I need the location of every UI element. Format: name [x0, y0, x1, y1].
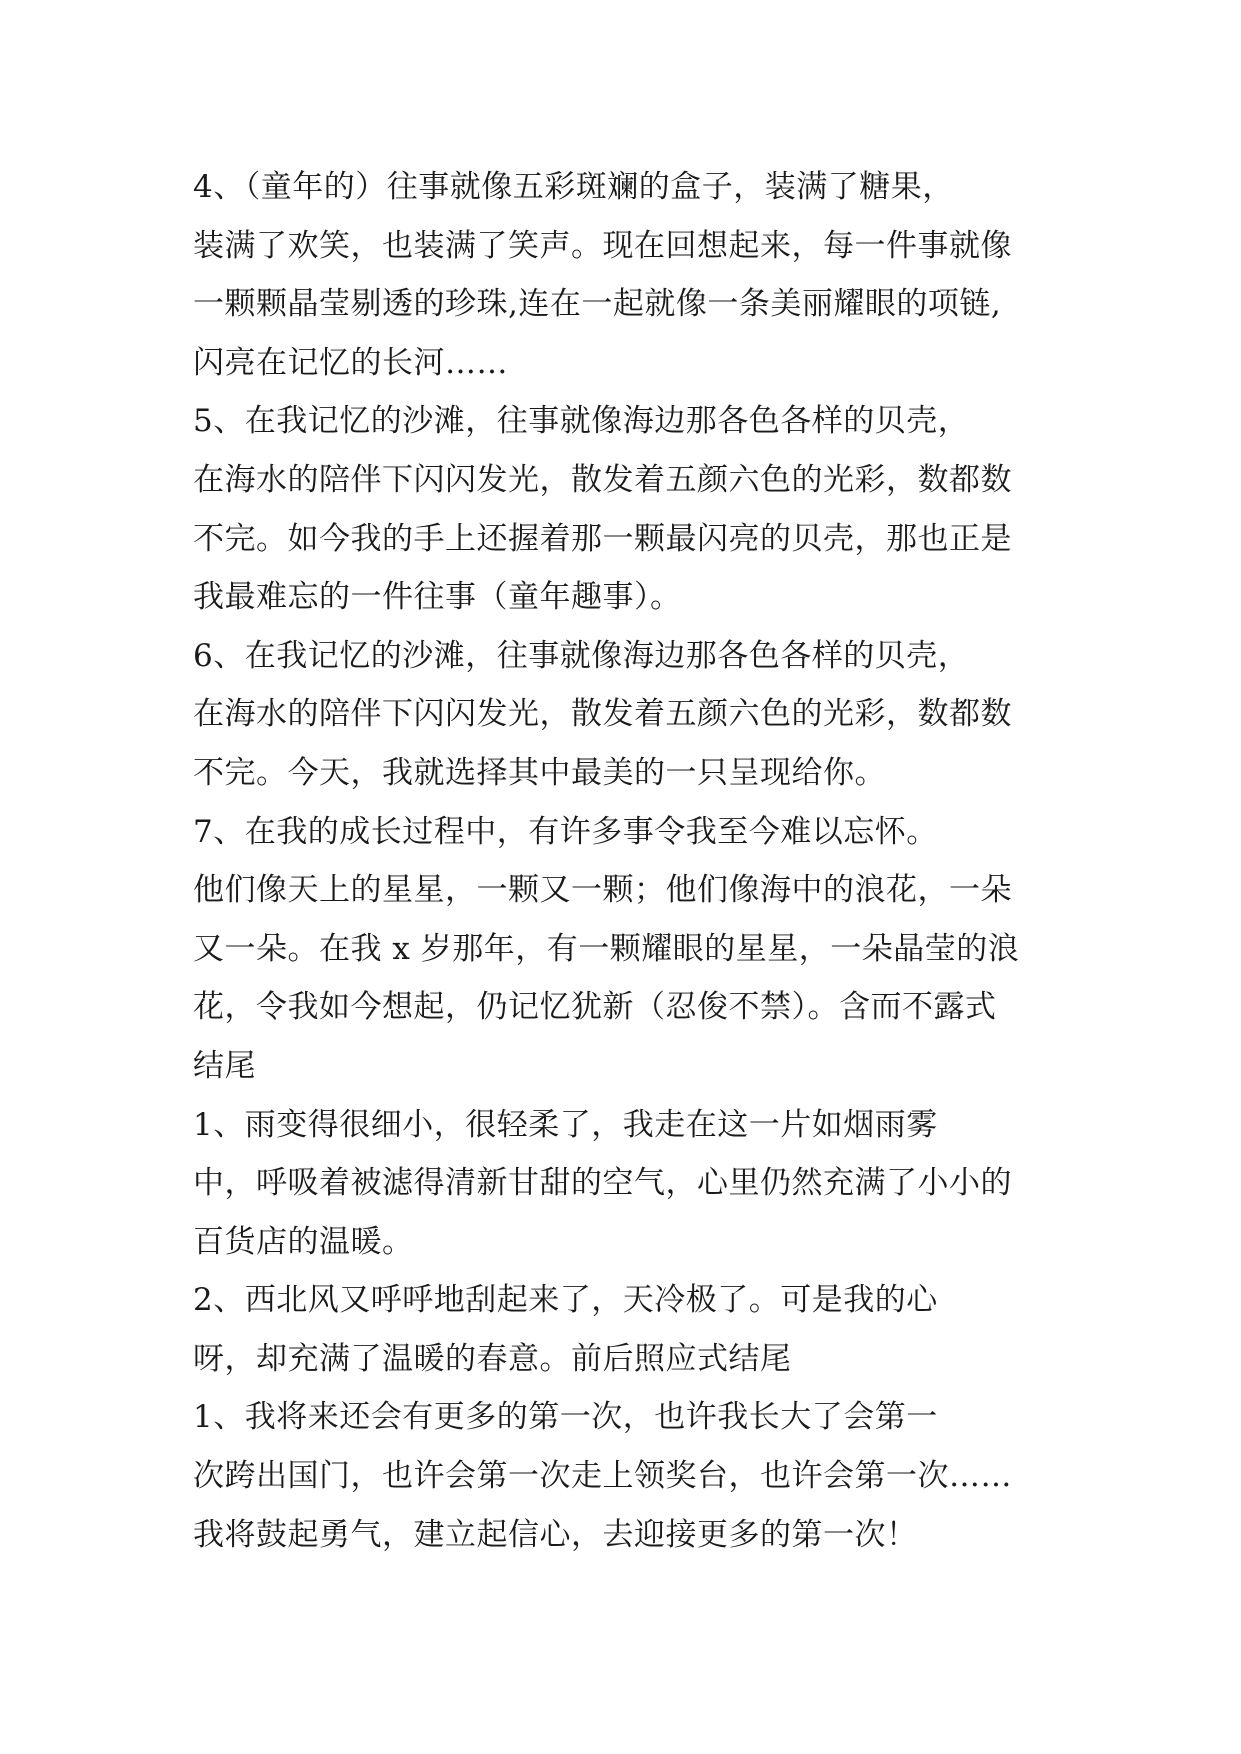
- text-line: 中，呼吸着被滤得清新甘甜的空气，心里仍然充满了小小的: [193, 1165, 1012, 1202]
- text-line: 1、雨变得很细小，很轻柔了，我走在这一片如烟雨雾: [193, 1106, 938, 1143]
- text-line: 6、在我记忆的沙滩，往事就像海边那各色各样的贝壳，: [193, 637, 970, 674]
- text-line: 我最难忘的一件往事（童年趣事）。: [193, 579, 682, 616]
- paragraph: [193, 803, 1093, 1096]
- text-line: 结尾: [193, 1047, 256, 1084]
- text-line: 装满了欢笑，也装满了笑声。现在回想起来，每一件事就像: [193, 227, 1012, 264]
- text-line: 不完。如今我的手上还握着那一颗最闪亮的贝壳，那也正是: [193, 520, 1012, 557]
- paragraph: [193, 392, 1093, 626]
- document-body: [193, 158, 1093, 1564]
- text-line: 一颗颗晶莹剔透的珍珠,连在一起就像一条美丽耀眼的项链,: [193, 286, 1002, 323]
- text-line: 在海水的陪伴下闪闪发光，散发着五颜六色的光彩，数都数: [193, 461, 1012, 498]
- paragraph: [193, 158, 1093, 392]
- paragraph: [193, 627, 1093, 803]
- text-line: 1、我将来还会有更多的第一次，也许我长大了会第一: [193, 1399, 938, 1436]
- text-line: 2、西北风又呼呼地刮起来了，天冷极了。可是我的心: [193, 1282, 938, 1319]
- text-line: 百货店的温暖。: [193, 1223, 414, 1260]
- text-line: 呀，却充满了温暖的春意。前后照应式结尾: [193, 1340, 792, 1377]
- text-line: 闪亮在记忆的长河……: [193, 344, 508, 381]
- text-line: 又一朵。在我 x 岁那年，有一颗耀眼的星星，一朵晶莹的浪: [193, 930, 1020, 967]
- paragraph: [193, 1096, 1093, 1272]
- paragraph: [193, 1271, 1093, 1388]
- text-line: 不完。今天，我就选择其中最美的一只呈现给你。: [193, 754, 886, 791]
- text-line: 7、在我的成长过程中，有许多事令我至今难以忘怀。: [193, 813, 938, 850]
- text-line: 他们像天上的星星，一颗又一颗；他们像海中的浪花，一朵: [193, 872, 1012, 909]
- text-line: 次跨出国门，也许会第一次走上领奖台，也许会第一次……: [193, 1458, 1012, 1495]
- text-line: 花，令我如今想起，仍记忆犹新（忍俊不禁）。含而不露式: [193, 989, 997, 1026]
- paragraph: [193, 1388, 1093, 1564]
- text-line: 在海水的陪伴下闪闪发光，散发着五颜六色的光彩，数都数: [193, 696, 1012, 733]
- text-line: 4、（童年的）往事就像五彩斑斓的盒子，装满了糖果，: [193, 169, 954, 205]
- text-line: 5、在我记忆的沙滩，往事就像海边那各色各样的贝壳，: [193, 403, 970, 440]
- text-line: 我将鼓起勇气，建立起信心，去迎接更多的第一次！: [193, 1516, 918, 1553]
